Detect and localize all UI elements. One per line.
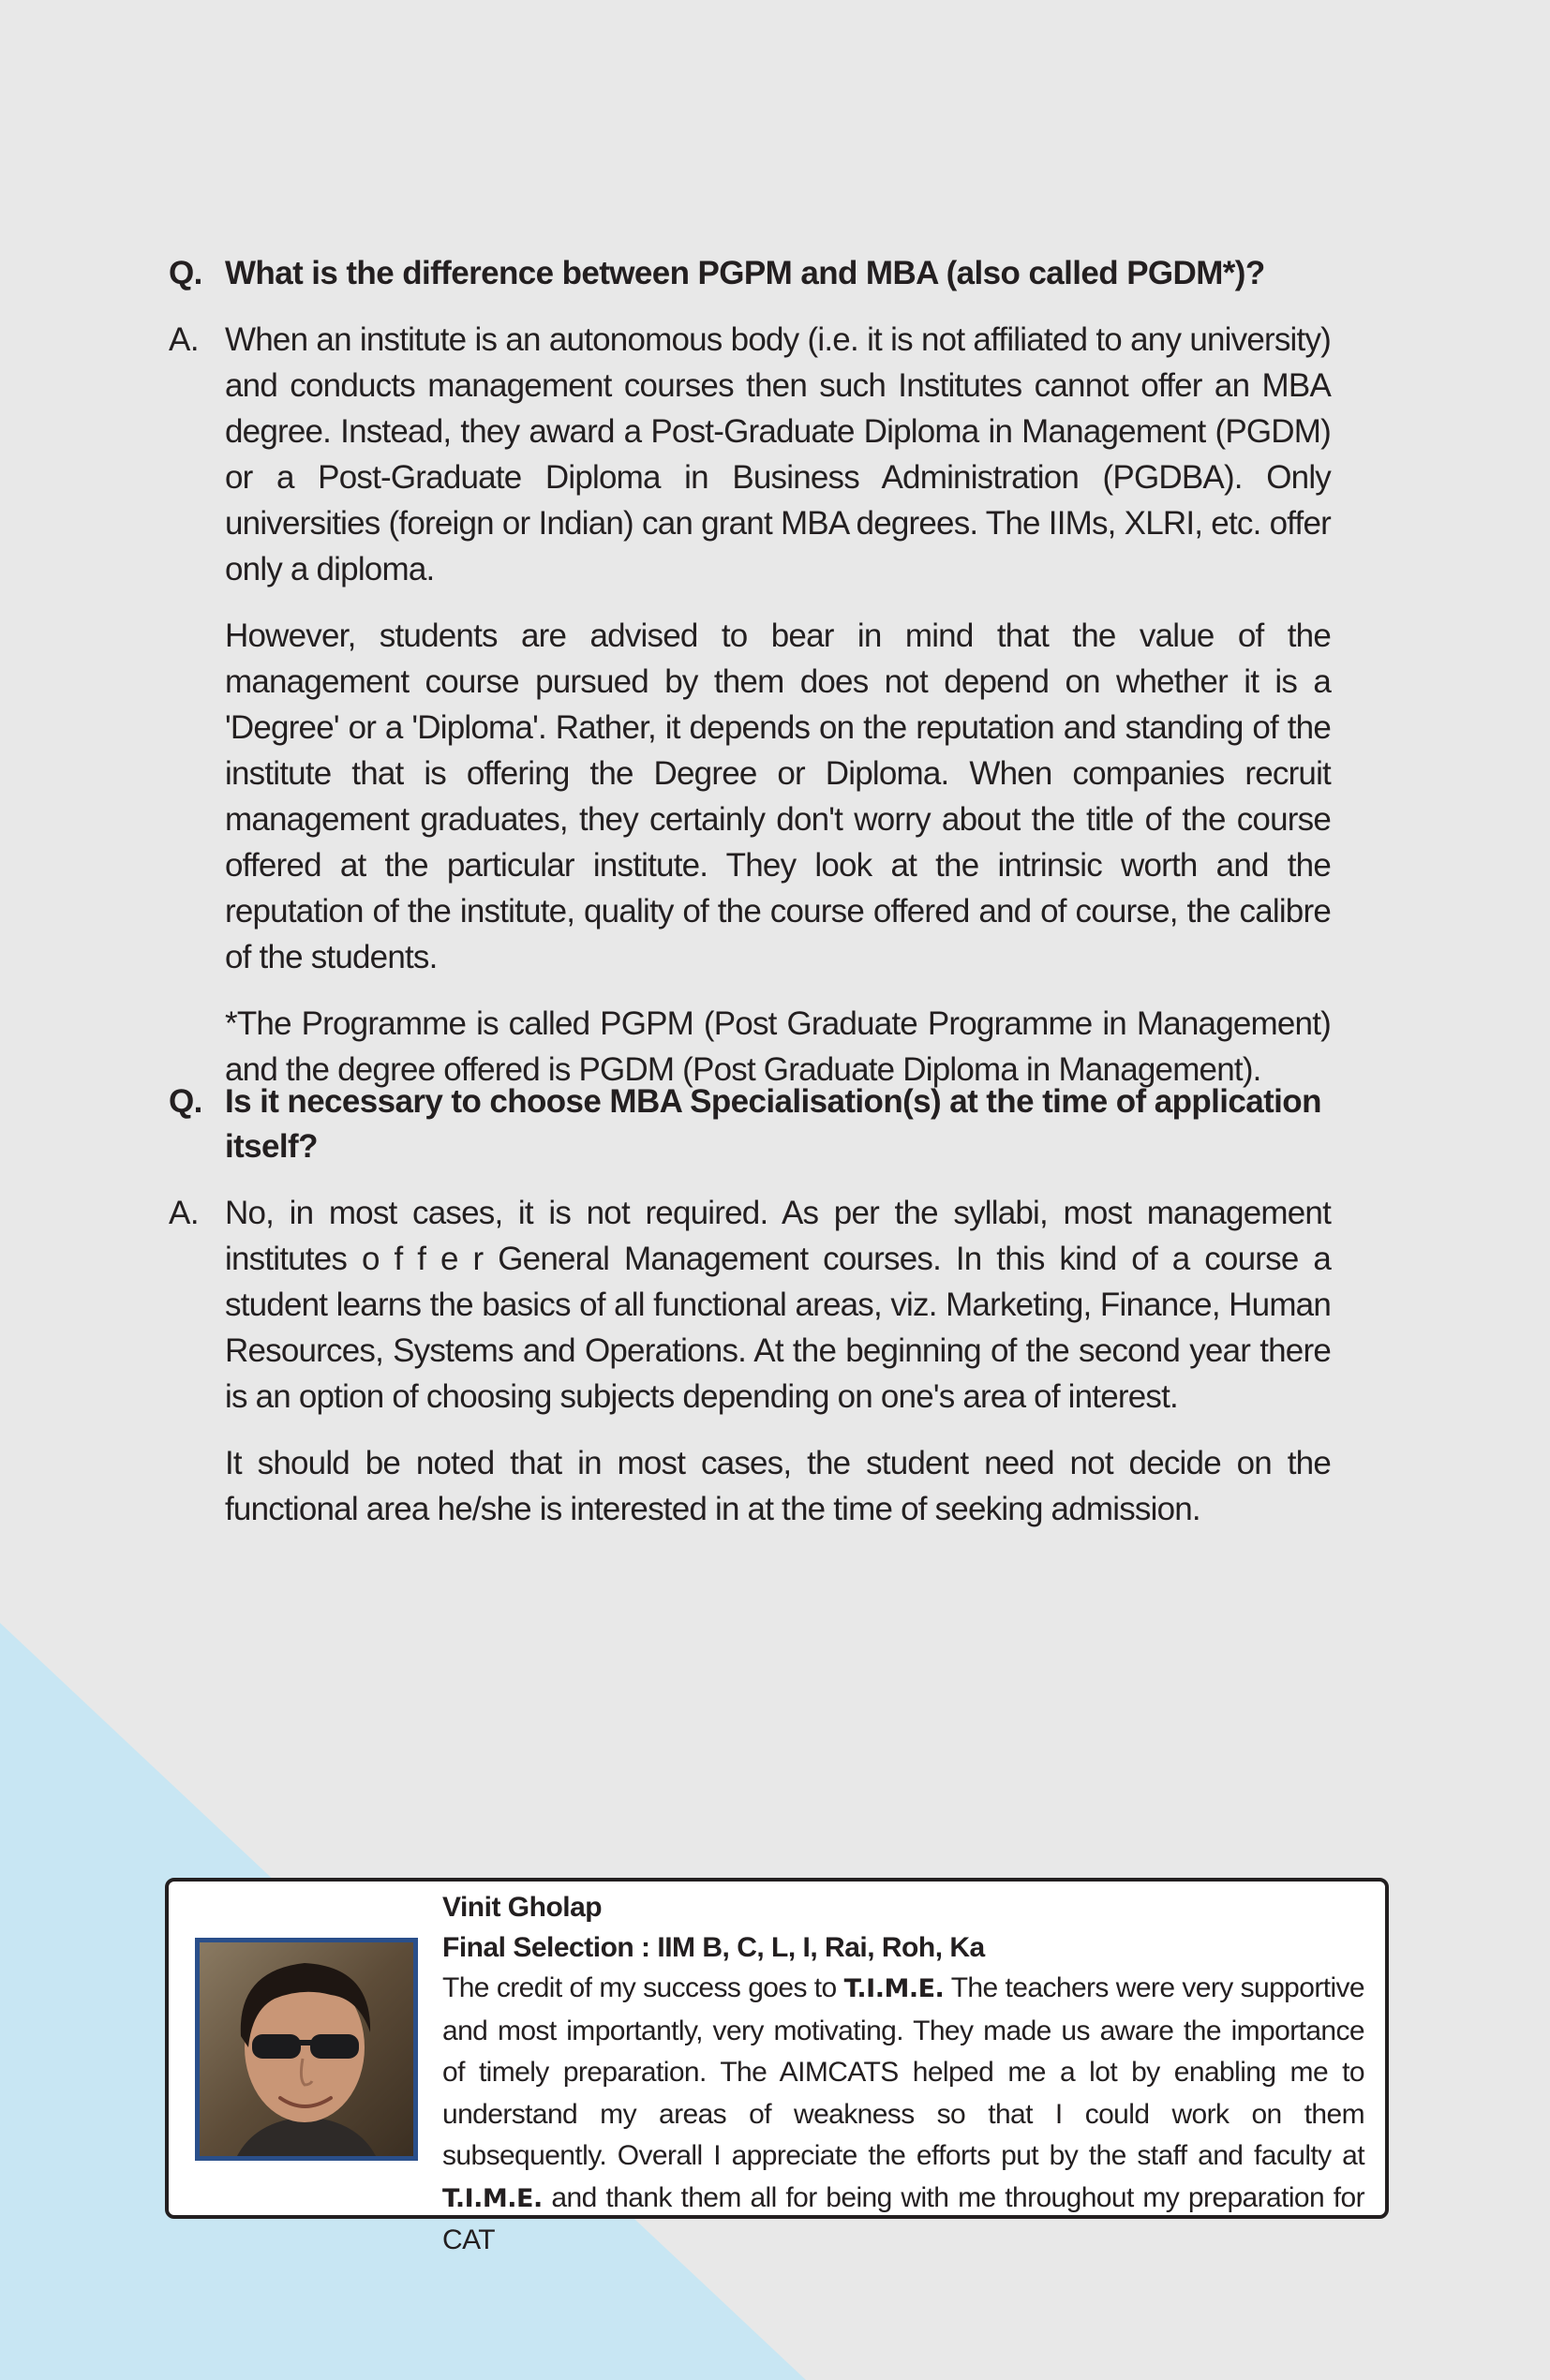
testimonial-quote (442, 1968, 1364, 2262)
answer (169, 1190, 1387, 1553)
brand-name: T.I.M.E. (843, 1974, 945, 2003)
brand-name: T.I.M.E. (442, 2183, 543, 2213)
question (169, 1079, 1387, 1169)
quote-part: The teachers were very supportive and most importantly, very motivating. They made us aware the importance of timely preparation. The AIMCATS helped me a lot by enabling me to understand my areas of weakness so that I could work on them subsequently. Overall I appreciate the efforts put by the staff and faculty at (442, 1972, 1364, 2171)
answer-marker: A. (169, 321, 200, 358)
answer-marker: A. (169, 1195, 200, 1231)
student-name: Vinit Gholap (442, 1892, 603, 1923)
answer (169, 317, 1387, 1113)
testimonial-text (442, 1887, 1364, 2262)
question-text: Is it necessary to choose MBA Specialisation(s) at the time of application itself? (225, 1083, 1321, 1165)
student-portrait-image (200, 1942, 413, 2156)
question-marker: Q. (169, 1083, 202, 1120)
answer-paragraph: No, in most cases, it is not required. As per the syllabi, most management institutes o f f e r General Management courses. In this kind of a course a student learns the basics of all functional areas, viz. Marketing, Finance, Human Resources, Systems and Operations. At the beginning of the second year there is an option of choosing subjects depending on one's area of interest. (225, 1195, 1331, 1415)
answer-body (225, 1190, 1387, 1553)
question-marker: Q. (169, 255, 202, 291)
qa-block-pgpm-vs-mba (169, 251, 1387, 1113)
answer-paragraph: However, students are advised to bear in mind that the value of the management course pursued by them does not depend on whether it is a 'Degree' or a 'Diploma'. Rather, it depends on the reputation and standing of the institute that is offering the Degree or Diploma. When companies recruit management graduates, they certainly don't worry about the title of the course offered at the particular institute. They look at the intrinsic worth and the reputation of the institute, quality of the course offered and of course, the calibre of the students. (225, 617, 1331, 975)
question-text: What is the difference between PGPM and MBA (also called PGDM*)? (225, 255, 1265, 291)
quote-part: The credit of my success goes to (442, 1972, 844, 2003)
question (169, 251, 1387, 296)
qa-block-specialisation (169, 1079, 1387, 1553)
student-photo (195, 1938, 418, 2161)
answer-paragraph: It should be noted that in most cases, the student need not decide on the functional area he/she is interested in at the time of seeking admission. (225, 1445, 1331, 1527)
testimonial-card (165, 1878, 1389, 2255)
answer-paragraph: When an institute is an autonomous body (i.e. it is not affiliated to any university) and conducts management courses then such Institutes cannot offer an MBA degree. Instead, they award a Post-Graduate Diploma in Management (PGDM) or a Post-Graduate Diploma in Business Administration (PGDBA). Only universities (foreign or Indian) can grant MBA degrees. The IIMs, XLRI, etc. offer only a diploma. (225, 321, 1331, 588)
answer-footnote: *The Programme is called PGPM (Post Graduate Programme in Management) and the degree offered is PGDM (Post Graduate Diploma in Management). (225, 1005, 1331, 1088)
final-selection: Final Selection : IIM B, C, L, I, Rai, Roh, Ka (442, 1932, 985, 1963)
quote-part: and thank them all for being with me throughout my preparation for CAT (442, 2181, 1364, 2255)
answer-body (225, 317, 1387, 1113)
